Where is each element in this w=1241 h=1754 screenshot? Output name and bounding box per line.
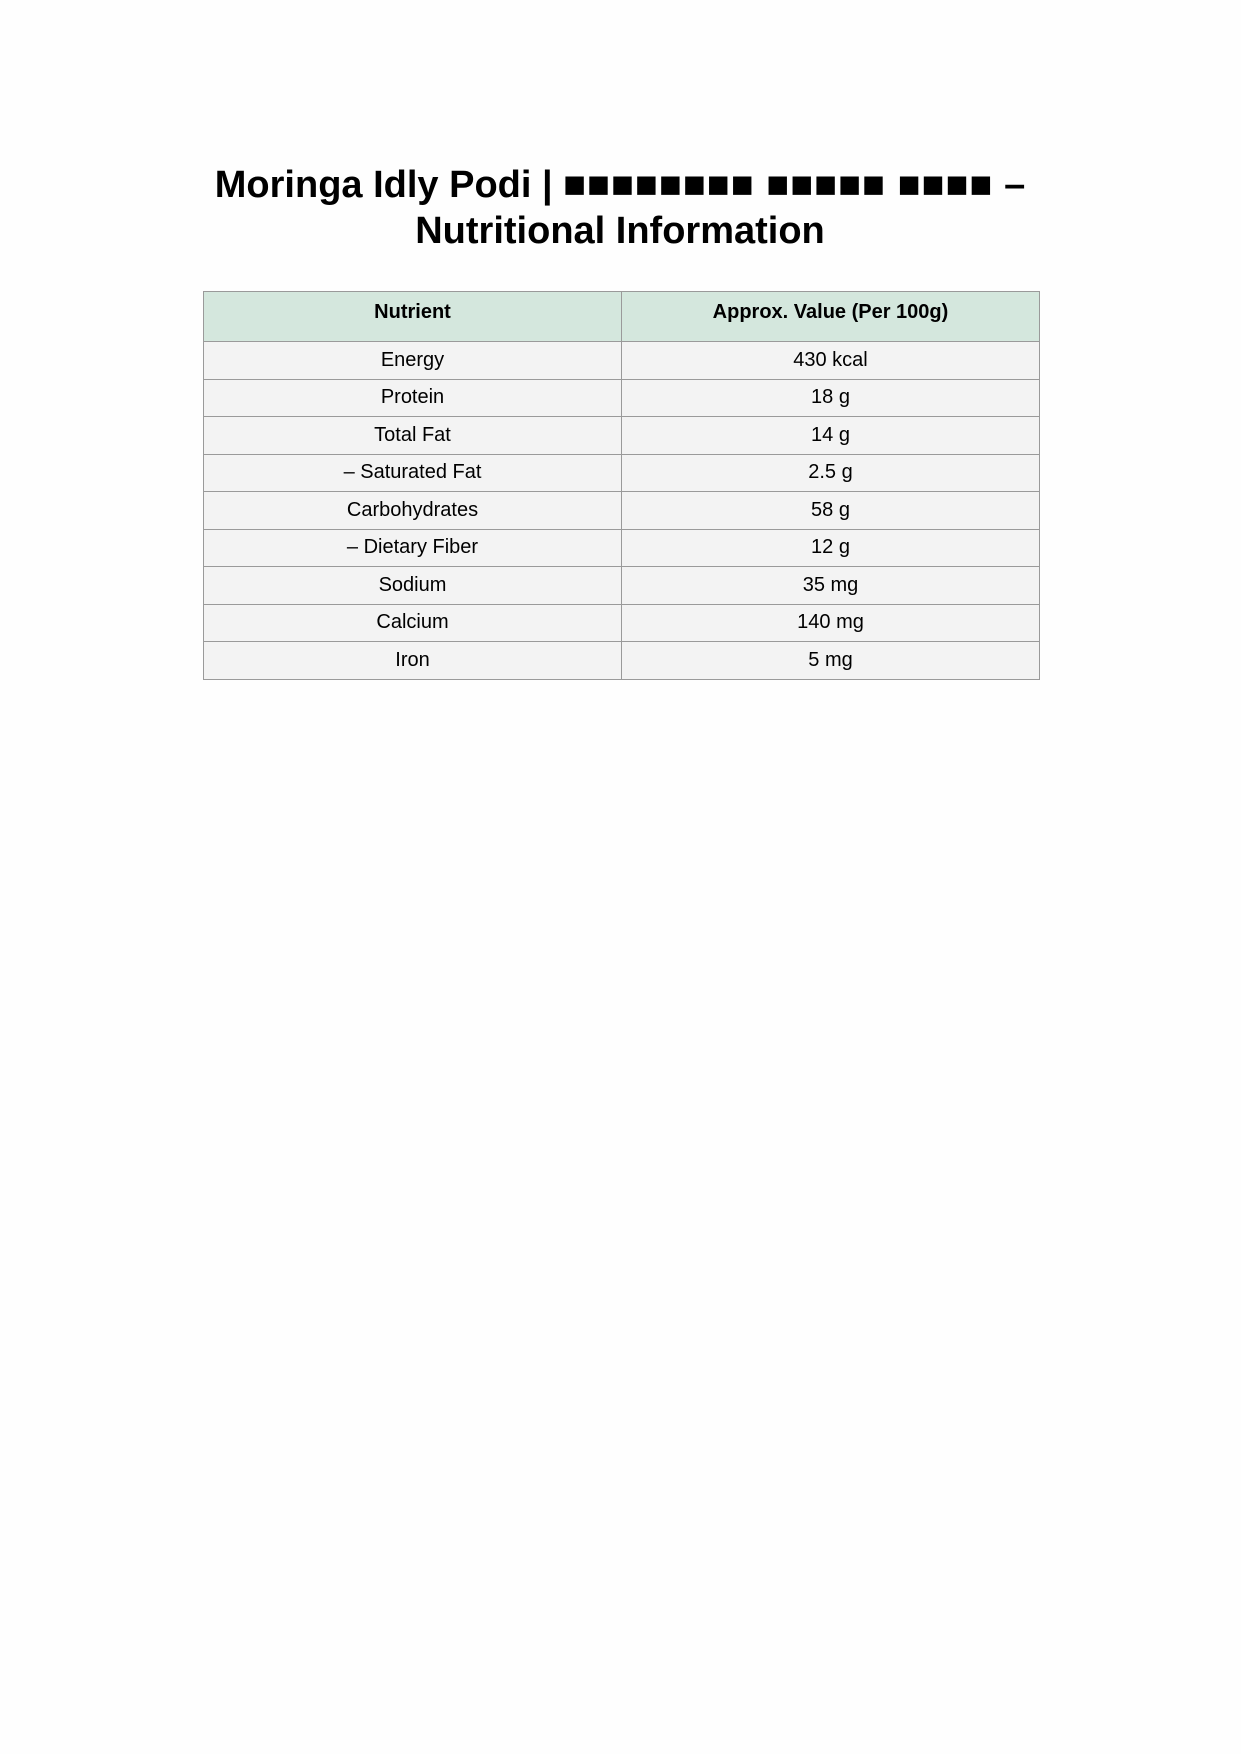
table-row [204, 604, 1040, 642]
value-cell: 2.5 g [622, 454, 1040, 492]
nutrient-cell: Energy [204, 342, 622, 380]
value-cell: 58 g [622, 492, 1040, 530]
title-line-1 [120, 162, 1120, 208]
value-cell: 35 mg [622, 567, 1040, 605]
title-line-2: Nutritional Information [415, 210, 825, 252]
nutrition-table [203, 291, 1040, 680]
table-row [204, 529, 1040, 567]
page-title [120, 162, 1120, 254]
table-row [204, 417, 1040, 455]
value-cell: 5 mg [622, 642, 1040, 680]
nutrient-cell: Calcium [204, 604, 622, 642]
nutrient-cell: – Saturated Fat [204, 454, 622, 492]
title-text: Moringa Idly Podi | [214, 164, 564, 206]
column-header-nutrient: Nutrient [204, 292, 622, 342]
column-header-value: Approx. Value (Per 100g) [622, 292, 1040, 342]
table-row [204, 642, 1040, 680]
table-row [204, 454, 1040, 492]
nutrient-cell: – Dietary Fiber [204, 529, 622, 567]
table-row [204, 567, 1040, 605]
value-cell: 12 g [622, 529, 1040, 567]
table-row [204, 379, 1040, 417]
value-cell: 430 kcal [622, 342, 1040, 380]
nutrient-cell: Sodium [204, 567, 622, 605]
title-dash: – [993, 164, 1026, 206]
nutrient-cell: Carbohydrates [204, 492, 622, 530]
value-cell: 140 mg [622, 604, 1040, 642]
nutrient-cell: Protein [204, 379, 622, 417]
nutrient-cell: Total Fat [204, 417, 622, 455]
table-header-row [204, 292, 1040, 342]
table-row [204, 492, 1040, 530]
table-row [204, 342, 1040, 380]
value-cell: 18 g [622, 379, 1040, 417]
nutrient-cell: Iron [204, 642, 622, 680]
title-unrendered-glyphs: ■■■■■■■■ ■■■■■ ■■■■ [563, 164, 994, 206]
value-cell: 14 g [622, 417, 1040, 455]
